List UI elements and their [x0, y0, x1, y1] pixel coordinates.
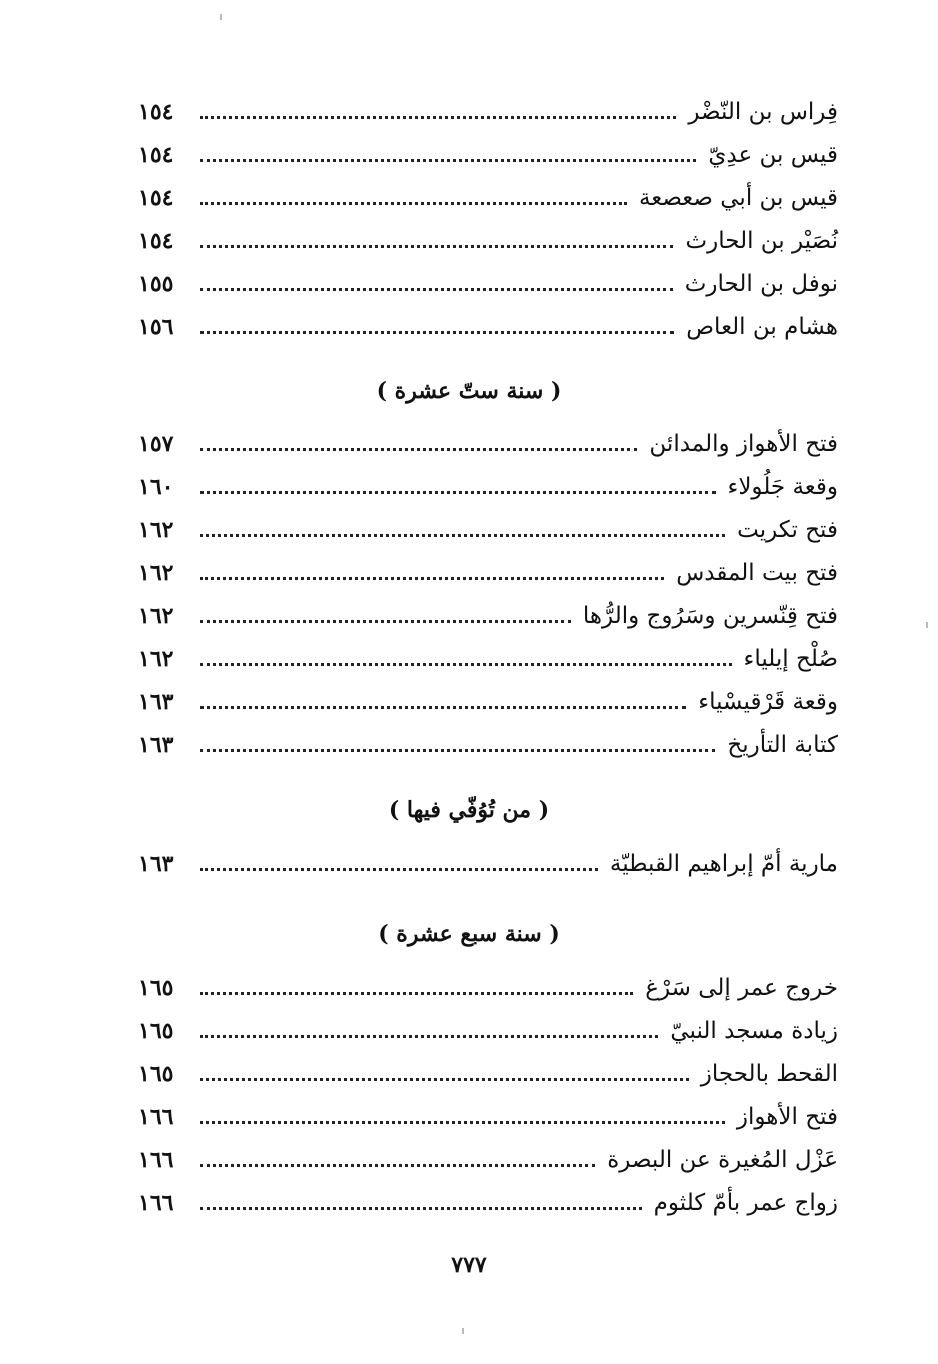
dot-leader — [200, 868, 598, 871]
dot-leader — [200, 1121, 725, 1124]
toc-entry — [138, 131, 838, 171]
entry-title: فتح تكريت — [737, 517, 838, 543]
entry-title: فتح قِنّسرين وسَرُوج والرُّها — [582, 603, 838, 629]
dot-leader — [200, 116, 676, 119]
entry-title: صُلْح إيلياء — [743, 646, 838, 672]
section-heading: ( سنة سبع عشرة ) — [378, 921, 560, 947]
entry-page-number: ١٦٠ — [138, 474, 174, 500]
dot-leader — [200, 448, 637, 451]
dot-leader — [200, 992, 633, 995]
entry-title: فتح الأهواز — [736, 1104, 838, 1130]
entry-page-number: ١٥٧ — [138, 431, 174, 457]
entry-page-number: ١٦٢ — [138, 603, 174, 629]
dot-leader — [200, 577, 664, 580]
section-heading: ( سنة ستّ عشرة ) — [376, 378, 562, 404]
entry-page-number: ١٦٦ — [138, 1190, 174, 1216]
dot-leader — [200, 1078, 689, 1081]
dot-leader — [200, 245, 673, 248]
entry-title: زيادة مسجد النبيّ — [670, 1018, 838, 1044]
entry-title: هشام بن العاص — [686, 314, 838, 340]
entry-page-number: ١٥٦ — [138, 314, 174, 340]
dot-leader — [200, 288, 673, 291]
entry-page-number: ١٦٣ — [138, 689, 174, 715]
entry-title: قيس بن عدِيّ — [708, 142, 838, 168]
scan-speck — [926, 622, 928, 628]
page-number: ٧٧٧ — [451, 1252, 487, 1278]
toc-entry — [138, 303, 838, 343]
entry-page-number: ١٥٤ — [138, 142, 174, 168]
toc-entry — [138, 88, 838, 128]
dot-leader — [200, 534, 725, 537]
dot-leader — [200, 202, 627, 205]
entry-title: عَزْل المُغيرة عن البصرة — [607, 1147, 838, 1173]
toc-entry — [138, 1050, 838, 1090]
toc-entry — [138, 635, 838, 675]
entry-page-number: ١٥٥ — [138, 271, 174, 297]
dot-leader — [200, 620, 571, 623]
dot-leader — [200, 1207, 642, 1210]
toc-entry — [138, 678, 838, 718]
toc-entry — [138, 260, 838, 300]
entry-page-number: ١٥٤ — [138, 185, 174, 211]
entry-title: القحط بالحجاز — [700, 1061, 838, 1087]
toc-entry — [138, 840, 838, 880]
entry-page-number: ١٥٤ — [138, 99, 174, 125]
toc-entry — [138, 217, 838, 257]
toc-entry — [138, 1136, 838, 1176]
entry-title: خروج عمر إلى سَرْغ — [645, 975, 838, 1001]
entry-page-number: ١٦٣ — [138, 851, 174, 877]
toc-entry — [138, 506, 838, 546]
entry-page-number: ١٦٦ — [138, 1104, 174, 1130]
toc-entry — [138, 964, 838, 1004]
section-heading: ( من تُوُفّي فيها ) — [388, 797, 550, 823]
entry-title: نوفل بن الحارث — [684, 271, 838, 297]
entry-title: وقعة جَلُولاء — [727, 474, 838, 500]
dot-leader — [200, 1035, 658, 1038]
toc-entry — [138, 1093, 838, 1133]
toc-entry — [138, 1179, 838, 1219]
toc-entry — [138, 592, 838, 632]
scan-speck — [462, 1328, 464, 1334]
entry-title: نُصَيْر بن الحارث — [685, 228, 838, 254]
entry-title: فِراس بن النّضْر — [688, 99, 838, 125]
entry-title: وقعة قَرْقيسْياء — [698, 689, 838, 715]
toc-entry — [138, 420, 838, 460]
toc-entry — [138, 1007, 838, 1047]
toc-entry — [138, 549, 838, 589]
toc-entry — [138, 721, 838, 761]
entry-page-number: ١٦٦ — [138, 1147, 174, 1173]
entry-page-number: ١٦٢ — [138, 517, 174, 543]
entry-title: فتح بيت المقدس — [676, 560, 838, 586]
entry-page-number: ١٦٥ — [138, 1018, 174, 1044]
dot-leader — [200, 331, 674, 334]
toc-entry — [138, 463, 838, 503]
entry-page-number: ١٦٢ — [138, 560, 174, 586]
entry-page-number: ١٦٢ — [138, 646, 174, 672]
dot-leader — [200, 663, 732, 666]
entry-title: فتح الأهواز والمدائن — [649, 431, 838, 457]
toc-entry — [138, 174, 838, 214]
dot-leader — [200, 706, 686, 709]
dot-leader — [200, 491, 716, 494]
entry-title: زواج عمر بأمّ كلثوم — [653, 1190, 838, 1216]
dot-leader — [200, 159, 696, 162]
dot-leader — [200, 1164, 595, 1167]
entry-page-number: ١٥٤ — [138, 228, 174, 254]
dot-leader — [200, 749, 715, 752]
entry-title: مارية أمّ إبراهيم القبطيّة — [609, 851, 838, 877]
entry-page-number: ١٦٥ — [138, 1061, 174, 1087]
scan-speck — [220, 14, 222, 20]
entry-title: كتابة التأريخ — [727, 732, 838, 758]
entry-title: قيس بن أبي صعصعة — [638, 185, 838, 211]
entry-page-number: ١٦٣ — [138, 732, 174, 758]
entry-page-number: ١٦٥ — [138, 975, 174, 1001]
